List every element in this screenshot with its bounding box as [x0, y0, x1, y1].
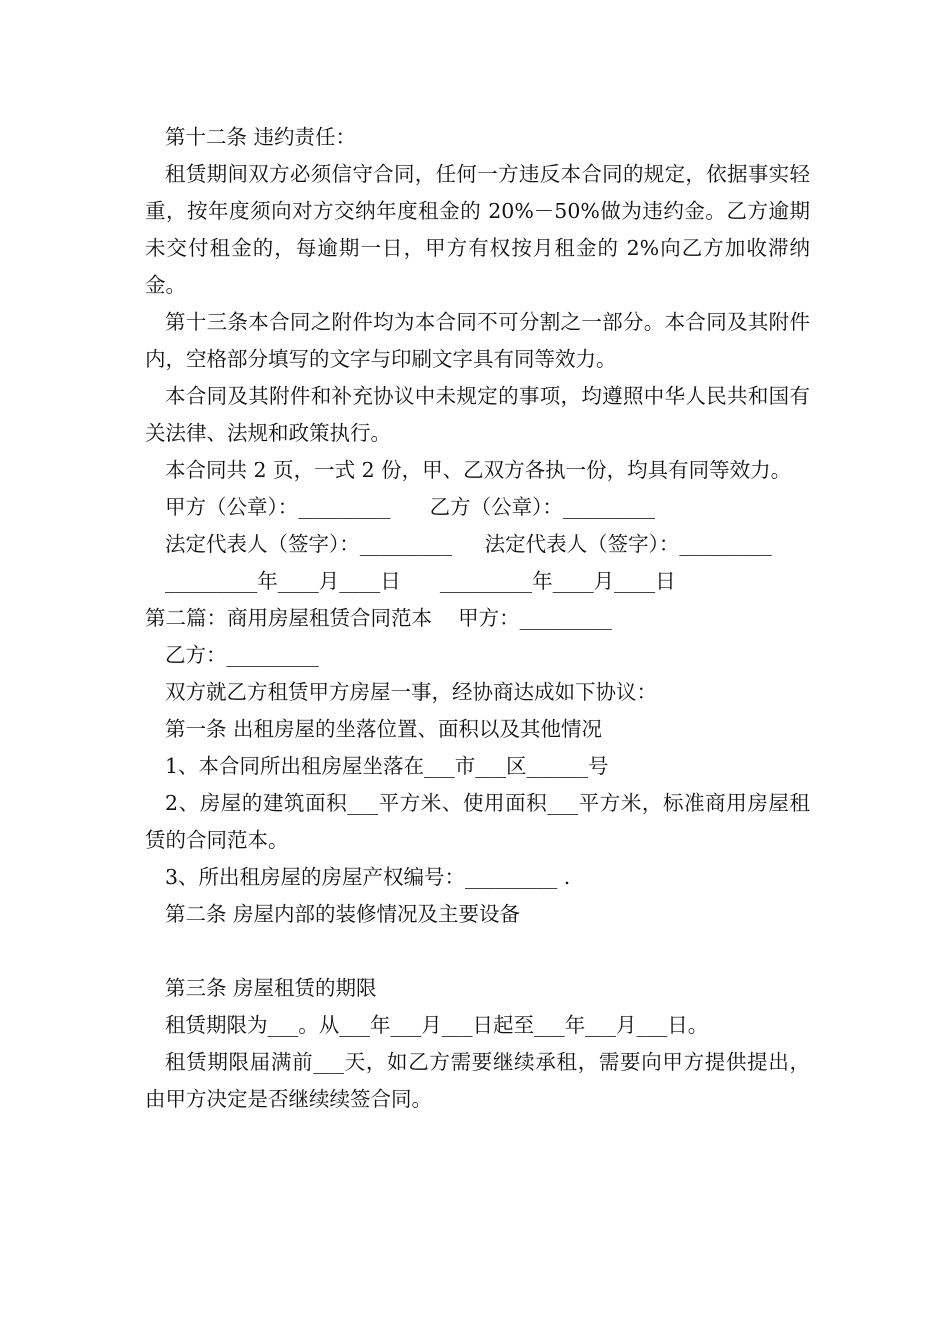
copies-paragraph: 本合同共 2 页，一式 2 份，甲、乙双方各执一份，均具有同等效力。 [165, 458, 792, 482]
blank-line [145, 933, 810, 970]
article-13-text: 第十三条本合同之附件均为本合同不可分割之一部分。本合同及其附件内，空格部分填写的文字与印刷文字具有同等效力。 [145, 310, 810, 371]
lease-term-text: 租赁期限为___。从___年___月___日起至___年___月___日。 [165, 1013, 709, 1037]
article-2-heading: 第二条 房屋内部的装修情况及主要设备 [165, 902, 521, 926]
legal-basis-paragraph: 本合同及其附件和补充协议中未规定的事项，均遵照中华人民共和国有关法律、法规和政策执行。 [145, 384, 810, 445]
part-two-title: 第二篇：商用房屋租赁合同范本 甲方：_________ [145, 606, 612, 630]
agreement-intro: 双方就乙方租赁甲方房屋一事，经协商达成如下协议： [165, 680, 657, 704]
signature-line: 法定代表人（签字）：_________ 法定代表人（签字）：_________ [165, 532, 772, 556]
article-12-heading: 第十二条 违约责任： [165, 125, 357, 149]
party-b-line: 乙方：_________ [165, 643, 319, 667]
date-line: _________年____月____日 _________年____月____日 [165, 569, 676, 593]
renewal-text: 租赁期限届满前___天，如乙方需要继续承租，需要向甲方提供提出，由甲方决定是否继续续签合同。 [145, 1050, 810, 1111]
article-1-heading: 第一条 出租房屋的坐落位置、面积以及其他情况 [165, 717, 603, 741]
item-3-property-number: 3、所出租房屋的房屋产权编号：_________ . [165, 865, 571, 889]
document-body [145, 119, 810, 1118]
item-1-location: 1、本合同所出租房屋坐落在___市___区______号 [165, 754, 609, 778]
seal-line: 甲方（公章）：_________ 乙方（公章）：_________ [165, 495, 656, 519]
article-3-heading: 第三条 房屋租赁的期限 [165, 976, 377, 1000]
item-2-area: 2、房屋的建筑面积___平方米、使用面积___平方米，标准商用房屋租赁的合同范本。 [145, 791, 810, 852]
article-12-text: 租赁期间双方必须信守合同，任何一方违反本合同的规定，依据事实轻重，按年度须向对方交纳年度租金的 20%－50%做为违约金。乙方逾期未交付租金的，每逾期一日，甲方有权按月租金的 2%向乙方加收滞纳金。 [145, 162, 810, 297]
